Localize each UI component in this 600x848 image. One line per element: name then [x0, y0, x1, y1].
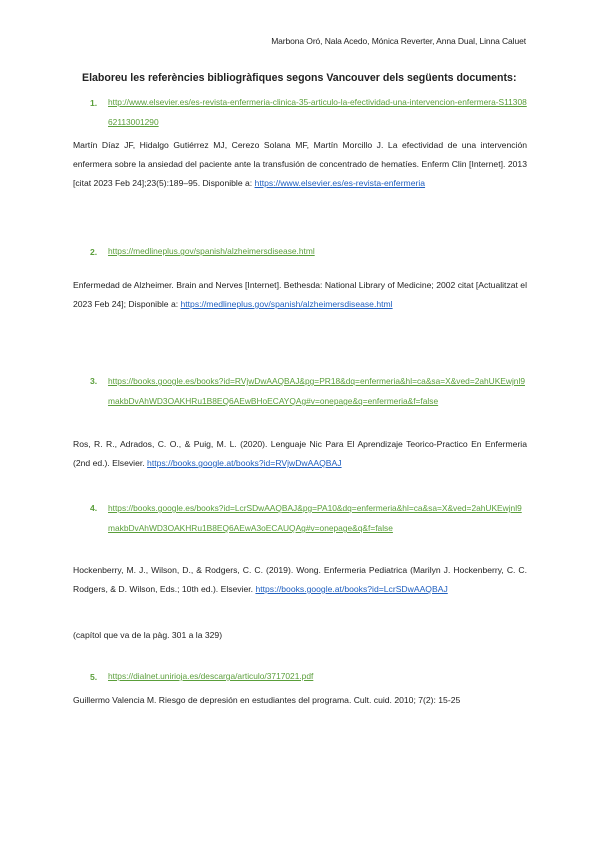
citation-body: Enfermedad de Alzheimer. Brain and Nerves [Internet]. Bethesda: National Library of Medicine; 2002 citat [Actualitzat el 2023 Feb 24]; Disponible a:: [73, 280, 527, 309]
citation-note: (capítol que va de la pàg. 301 a la 329): [73, 630, 223, 640]
citation-body: Martín Díaz JF, Hidalgo Gutiérrez MJ, Cerezo Solana MF, Martín Morcillo J. La efectividad de una intervención enfermera sobre la ansiedad del paciente ante la transfusión de concentrado de hematíes. Enferm Clin [Internet]. 2013 [citat 2023 Feb 24];23(5):189–95. Disponible a:: [73, 140, 527, 188]
citation-link[interactable]: https://books.google.at/books?id=LcrSDwAAQBAJ: [255, 584, 448, 594]
citation-text: [73, 561, 527, 599]
item-source-link[interactable]: https://books.google.es/books?id=RVjwDwAAQBAJ&pg=PR18&dq=enfermeria&hl=ca&sa=X&ved=2ahUKEwjnl9makbDvAhWD3OAKHRu1B8EQ6AEwBHoECAYQAg#v=onepage&q=enfermeria&f=false: [108, 376, 525, 406]
page-heading: Elaboreu les referències bibliogràfiques segons Vancouver dels següents documents:: [82, 72, 517, 84]
page-header-authors: Marbona Oró, Nala Acedo, Mónica Reverter, Anna Dual, Linna Caluet: [271, 36, 526, 46]
citation-text: [73, 136, 527, 193]
item-number: 3.: [90, 376, 98, 386]
item-number: 4.: [90, 503, 98, 513]
citation-link[interactable]: https://www.elsevier.es/es-revista-enfermeria: [254, 178, 426, 188]
citation-text: [73, 276, 527, 314]
citation-body: Guillermo Valencia M. Riesgo de depresión en estudiantes del programa. Cult. cuid. 2010; 7(2): 15-25: [73, 695, 461, 705]
item-number: 2.: [90, 247, 98, 257]
citation-body: Hockenberry, M. J., Wilson, D., & Rodgers, C. C. (2019). Wong. Enfermeria Pediatrica (Marilyn J. Hockenberry, C. C. Rodgers, & D. Wilson, Eds.; 10th ed.). Elsevier.: [73, 565, 527, 594]
item-source-link[interactable]: http://www.elsevier.es/es-revista-enfermeria-clinica-35-articulo-la-efectividad-una-intervencion-enfermera-S1130862113001290: [108, 97, 527, 127]
item-source-link[interactable]: https://dialnet.unirioja.es/descarga/articulo/3717021.pdf: [108, 671, 314, 681]
citation-text: [73, 435, 527, 473]
item-number: 1.: [90, 98, 98, 108]
item-number: 5.: [90, 672, 98, 682]
item-source-link[interactable]: https://books.google.es/books?id=LcrSDwAAQBAJ&pg=PA10&dq=enfermeria&hl=ca&sa=X&ved=2ahUKEwjnl9makbDvAhWD3OAKHRu1B8EQ6AEwA3oECAUQAg#v=onepage&q&f=false: [108, 503, 522, 533]
citation-link[interactable]: https://medlineplus.gov/spanish/alzheimersdisease.html: [180, 299, 393, 309]
citation-link[interactable]: https://books.google.at/books?id=RVjwDwAAQBAJ: [147, 458, 342, 468]
citation-text: [73, 691, 527, 710]
item-source-link[interactable]: https://medlineplus.gov/spanish/alzheimersdisease.html: [108, 246, 315, 256]
citation-body: Ros, R. R., Adrados, C. O., & Puig, M. L. (2020). Lenguaje Nic Para El Aprendizaje Teorico-Practico En Enfermeria (2nd ed.). Elsevier.: [73, 439, 527, 468]
